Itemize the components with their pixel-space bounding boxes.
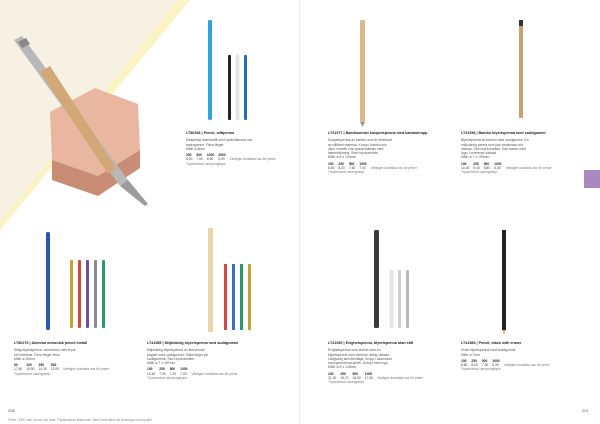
product-title: LT41977 | Bambusenan kulspetspenna med bambukropp [328, 131, 428, 135]
product-description: Stilig blyertspenna i aluminium med tryck och klämma. Flera färger finns. Mått: ø 10mm [14, 348, 76, 361]
product-image-lt41938 [519, 20, 523, 118]
product-description: Evighetspenna som skriver som en blyertspenna men behöver aldrig vässas. Långvarig skrivförmåga. Kropp i aluminium med gummerad spets. Gravyr med logo. Mått: ø 8 x 140mm [328, 348, 393, 370]
product-block-lt41938 [461, 131, 576, 174]
price-table: 100 250 500 1000 21,30 19,70 16,90 17,60 Vänligen kontakta oss för priser [328, 371, 424, 380]
product-block-lt41939 [328, 341, 443, 384]
product-image-lt41985 [208, 228, 251, 332]
print-note: Tryckmetod: tampongtryck [186, 161, 226, 166]
product-block-lt80268 [186, 131, 291, 166]
page-number-left: 208 [8, 408, 15, 413]
price-table: 100 250 500 1000 8,80 8,00 7,30 6,30 Vänligen kontakta oss för priser [461, 358, 550, 368]
print-note: Tryckmetod: lasergravyr [328, 380, 365, 385]
product-description: Svart blyertspenna med suddgummi. Mått: ø 7mm [461, 348, 517, 357]
print-note: Tryckmetod: tampongtryck [147, 375, 187, 380]
price-table: 100 250 500 1000 10,20 9,40 8,80 8,30 Vänligen kontakta oss för priser [461, 161, 552, 170]
product-description: Blyertspenna av bambu med suddgummi. En miljövänlig penna som kan användas och vässas. Stort tryckområde. Kan lasras med logo. Levereras vässad. Mått: ø 7 x 190mm [461, 138, 529, 160]
page-number-right: 201 [582, 408, 589, 413]
print-note: Tryckmetod: tampongtryck [461, 367, 501, 372]
product-block-lt41985 [147, 341, 262, 380]
product-block-lt41983 [461, 341, 576, 372]
product-image-lt80275 [46, 232, 105, 330]
footer-disclaimer: Priser i SEK exkl. moms och frakt. Tryckkostnad tillkommer. Med reservation för ändringar och tryckfel. [8, 418, 153, 422]
product-title: LT41983 | Pencil, black with eraser [461, 341, 522, 345]
product-title: LT80268 | Pencil, stiftpenna [186, 131, 235, 135]
product-image-lt80268 [208, 20, 247, 120]
product-title: LT41985 | Miljövänlig blyertspenna med suddgummi [147, 341, 239, 345]
price-table: 50 100 250 500 17,60 15,50 14,30 13,00 Vänligen kontakta oss för priser [14, 363, 110, 372]
product-image-lt41983 [502, 230, 506, 335]
product-image-lt41939 [374, 230, 409, 328]
price-table: 100 250 500 1000 8,60 8,20 7,60 7,00 Vänligen kontakta oss för priser [328, 161, 417, 170]
product-title: LT41939 | Evighetspenna, blyertspenna utan stift [328, 341, 414, 345]
product-description: Mekaniskt blyertsstift med tryck/klämma och radergummi. Flera färger. Mått: ø 8mm [186, 138, 253, 151]
product-block-lt80275 [14, 341, 124, 376]
product-block-lt41977 [328, 131, 438, 174]
print-note: Tryckmetod: lasergravyr [14, 371, 51, 376]
price-table: 100 250 500 1000 10,40 7,90 7,20 7,00 Vänligen kontakta oss för priser [147, 367, 238, 376]
product-image-lt41977 [360, 20, 365, 127]
product-title: LT41938 | Bambu blyertspenna med suddgummi [461, 131, 546, 135]
print-note: Tryckmetod: lasergravyr [328, 170, 365, 175]
print-note: Tryckmetod: lasergravyr [461, 170, 498, 175]
product-title: LT80275 | Alumina mekanisk pencil metall [14, 341, 88, 345]
price-table: 250 500 1000 2500 6,00 7,00 6,50 5,90 Vänligen kontakta oss för priser [186, 153, 276, 162]
product-description: Miljövänlig blyertspenna av återvunnet papper med suddgummi. Olika färger på suddgummit. Stort tryckområde. Mått: ø 7 x 187mm [147, 348, 208, 366]
product-description: Kulspetspenna av bambu som är tillverkad av hållbart material. Kropp i bambu och clips i metall. Kan gravyrmärkas med lasermärkning. Stort tryckområde. Mått: ø 8 x 143mm [328, 138, 392, 160]
